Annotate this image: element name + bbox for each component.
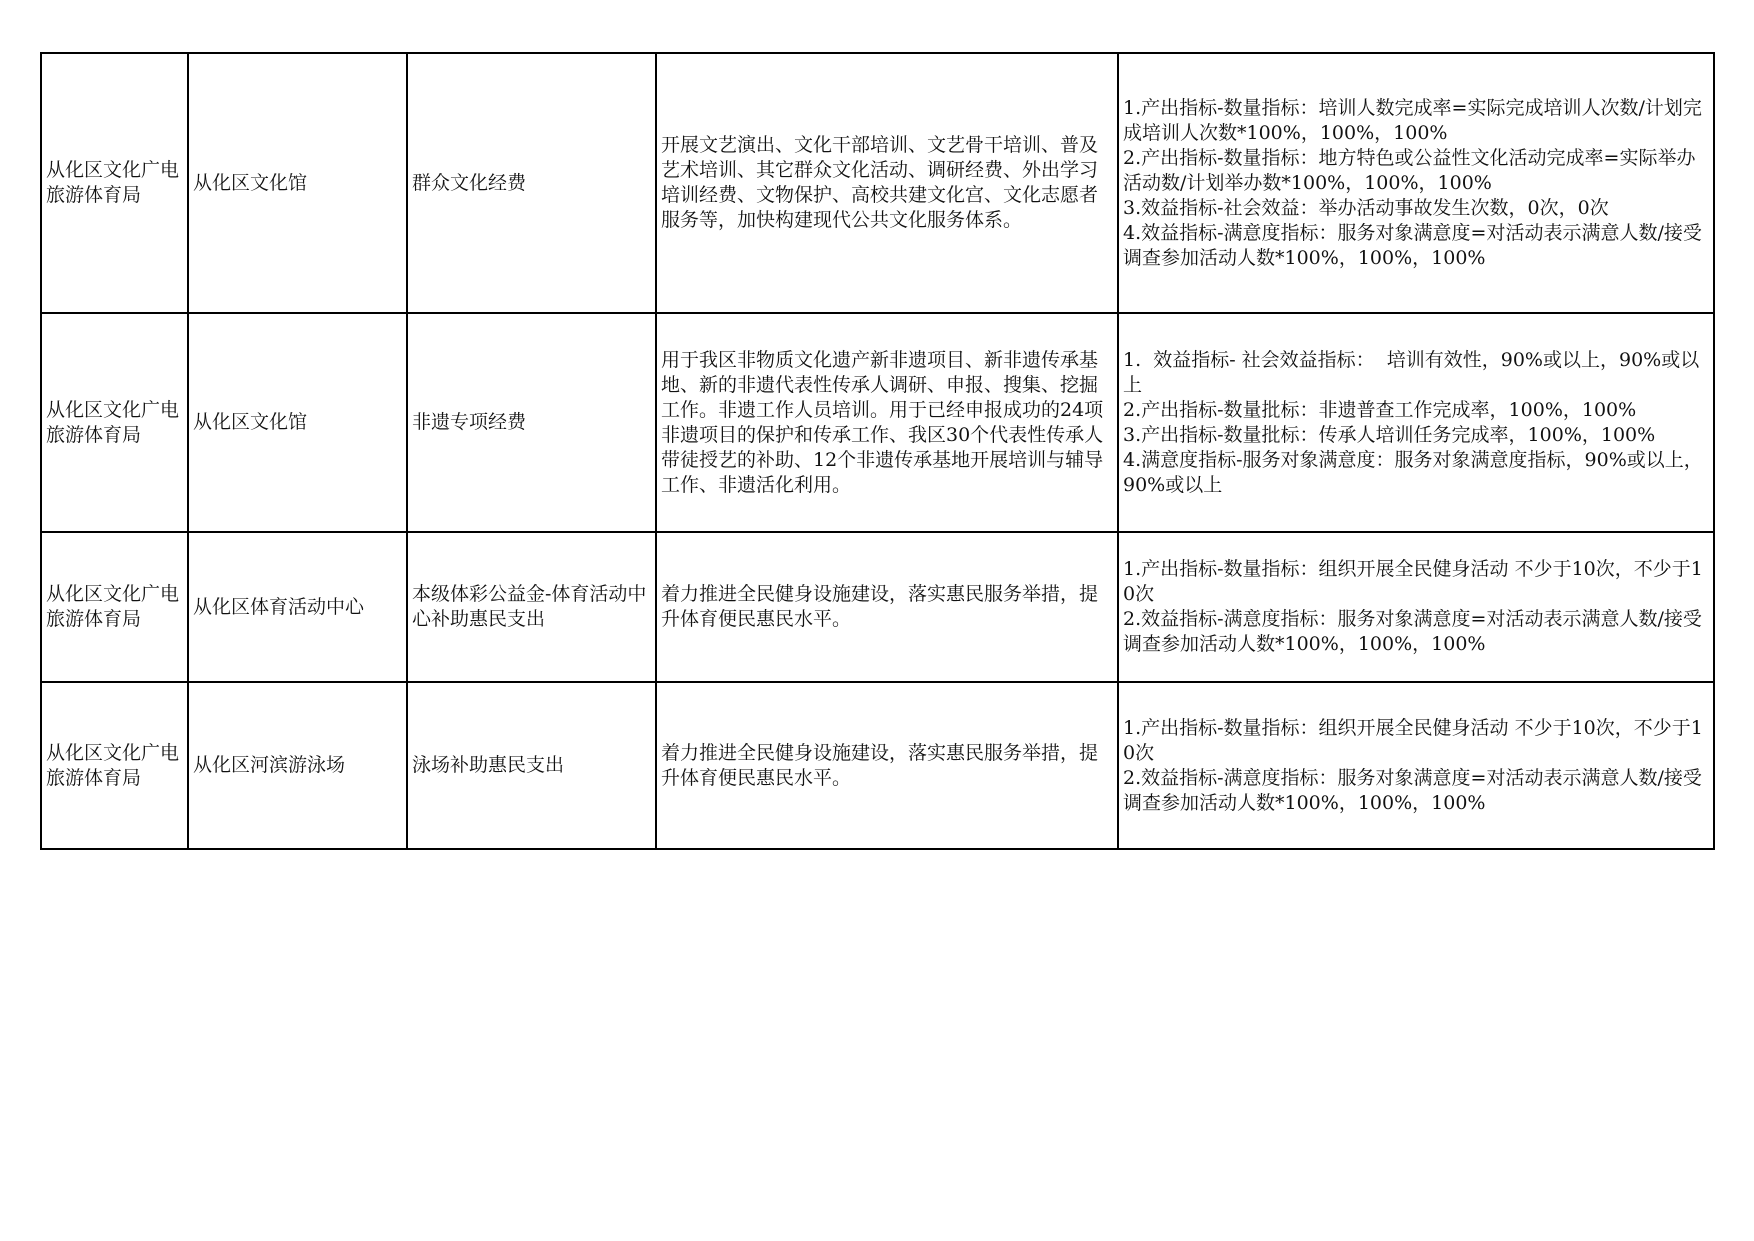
department-cell: 从化区文化广电旅游体育局 — [41, 313, 188, 532]
project-name-cell: 群众文化经费 — [407, 53, 656, 313]
table-row — [41, 53, 1714, 313]
project-name-cell: 泳场补助惠民支出 — [407, 682, 656, 849]
project-description-cell: 用于我区非物质文化遗产新非遗项目、新非遗传承基地、新的非遗代表性传承人调研、申报、搜集、挖掘工作。非遗工作人员培训。用于已经申报成功的24项非遗项目的保护和传承工作、我区30个代表性传承人带徒授艺的补助、12个非遗传承基地开展培训与辅导工作、非遗活化利用。 — [656, 313, 1118, 532]
performance-indicators-cell — [1118, 313, 1714, 532]
project-name-cell: 本级体彩公益金-体育活动中心补助惠民支出 — [407, 532, 656, 682]
indicator-line: 3.效益指标-社会效益：举办活动事故发生次数，0次，0次 — [1123, 196, 1609, 219]
unit-cell: 从化区文化馆 — [188, 313, 407, 532]
indicator-line: 3.产出指标-数量批标：传承人培训任务完成率，100%，100% 4.满意度指标-服务对象满意度：服务对象满意度指标，90%或以上，90%或以上 — [1123, 423, 1704, 496]
budget-project-table — [40, 52, 1715, 850]
department-cell: 从化区文化广电旅游体育局 — [41, 682, 188, 849]
indicator-line: 2.效益指标-满意度指标：服务对象满意度=对活动表示满意人数/接受调查参加活动人数*100%，100%，100% — [1123, 766, 1702, 814]
table-row — [41, 532, 1714, 682]
project-description-cell: 着力推进全民健身设施建设，落实惠民服务举措，提升体育便民惠民水平。 — [656, 682, 1118, 849]
performance-indicators-cell — [1118, 53, 1714, 313]
indicator-line: 1. 效益指标- 社会效益指标： 培训有效性，90%或以上，90%或以上 — [1123, 348, 1700, 396]
indicator-line: 1.产出指标-数量指标：培训人数完成率=实际完成培训人次数/计划完成培训人次数*100%，100%，100% — [1123, 96, 1702, 144]
project-description-cell: 着力推进全民健身设施建设，落实惠民服务举措，提升体育便民惠民水平。 — [656, 532, 1118, 682]
unit-cell: 从化区体育活动中心 — [188, 532, 407, 682]
project-name-cell: 非遗专项经费 — [407, 313, 656, 532]
project-description-cell: 开展文艺演出、文化干部培训、文艺骨干培训、普及艺术培训、其它群众文化活动、调研经费、外出学习培训经费、文物保护、高校共建文化宫、文化志愿者服务等，加快构建现代公共文化服务体系。 — [656, 53, 1118, 313]
indicator-line: 2.产出指标-数量批标：非遗普查工作完成率，100%，100% — [1123, 398, 1637, 421]
performance-indicators-cell — [1118, 682, 1714, 849]
indicator-line: 2.效益指标-满意度指标：服务对象满意度=对活动表示满意人数/接受调查参加活动人数*100%，100%，100% — [1123, 608, 1702, 655]
department-cell: 从化区文化广电旅游体育局 — [41, 53, 188, 313]
department-cell: 从化区文化广电旅游体育局 — [41, 532, 188, 682]
indicator-line: 2.产出指标-数量指标：地方特色或公益性文化活动完成率=实际举办活动数/计划举办数*100%，100%，100% — [1123, 146, 1696, 194]
indicator-line: 4.效益指标-满意度指标：服务对象满意度=对活动表示满意人数/接受调查参加活动人数*100%，100%，100% — [1123, 221, 1702, 269]
table-row — [41, 682, 1714, 849]
performance-indicators-cell — [1118, 532, 1714, 682]
indicator-line: 1.产出指标-数量指标：组织开展全民健身活动 不少于10次，不少于10次 — [1123, 716, 1703, 764]
table-row — [41, 313, 1714, 532]
indicator-line: 1.产出指标-数量指标：组织开展全民健身活动 不少于10次，不少于10次 — [1123, 558, 1703, 605]
unit-cell: 从化区文化馆 — [188, 53, 407, 313]
unit-cell: 从化区河滨游泳场 — [188, 682, 407, 849]
